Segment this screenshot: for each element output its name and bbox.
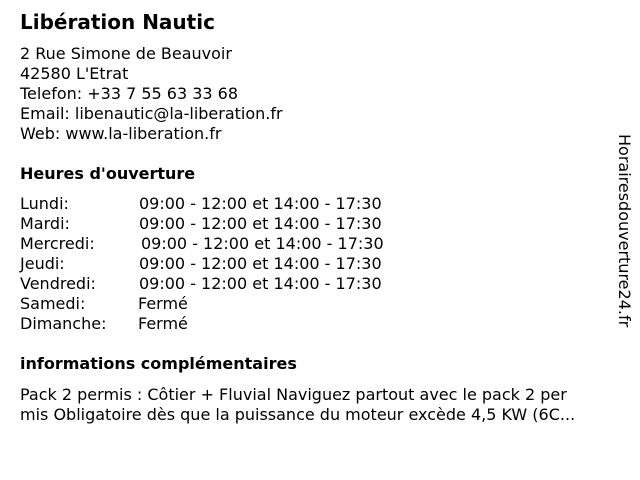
additional-info-text (20, 385, 575, 425)
day-hours: 09:00 - 12:00 et 14:00 - 17:30 (139, 254, 382, 273)
web-text: Web: www.la-liberation.fr (20, 124, 222, 143)
address-street: 2 Rue Simone de Beauvoir (20, 44, 232, 63)
day-hours: 09:00 - 12:00 et 14:00 - 17:30 (139, 274, 382, 293)
additional-info-heading: informations complémentaires (20, 354, 297, 373)
additional-info-line: mis Obligatoire dès que la puissance du moteur excède 4,5 KW (6C... (20, 405, 576, 424)
day-hours: Fermé (138, 314, 188, 333)
day-label: Mercredi: (20, 234, 95, 253)
opening-hours-heading: Heures d'ouverture (20, 164, 196, 183)
day-hours: Fermé (138, 294, 188, 313)
site-watermark (612, 134, 636, 344)
business-name: Libération Nautic (20, 10, 215, 34)
address-city: 42580 L'Etrat (20, 64, 129, 83)
watermark-text: Horairesdouverture24.fr (615, 134, 634, 328)
email-text: Email: libenautic@la-liberation.fr (20, 104, 283, 123)
day-label: Dimanche: (20, 314, 107, 333)
additional-info-line: Pack 2 permis : Côtier + Fluvial Naviguez partout avec le pack 2 per (20, 385, 567, 404)
business-contact-block (20, 44, 283, 144)
day-hours: 09:00 - 12:00 et 14:00 - 17:30 (141, 234, 384, 253)
day-label: Lundi: (20, 194, 69, 213)
day-label: Jeudi: (20, 254, 65, 273)
day-hours: 09:00 - 12:00 et 14:00 - 17:30 (139, 194, 382, 213)
day-label: Vendredi: (20, 274, 96, 293)
day-label: Mardi: (20, 214, 70, 233)
day-label: Samedi: (20, 294, 86, 313)
phone-text: Telefon: +33 7 55 63 33 68 (20, 84, 239, 103)
day-hours: 09:00 - 12:00 et 14:00 - 17:30 (139, 214, 382, 233)
